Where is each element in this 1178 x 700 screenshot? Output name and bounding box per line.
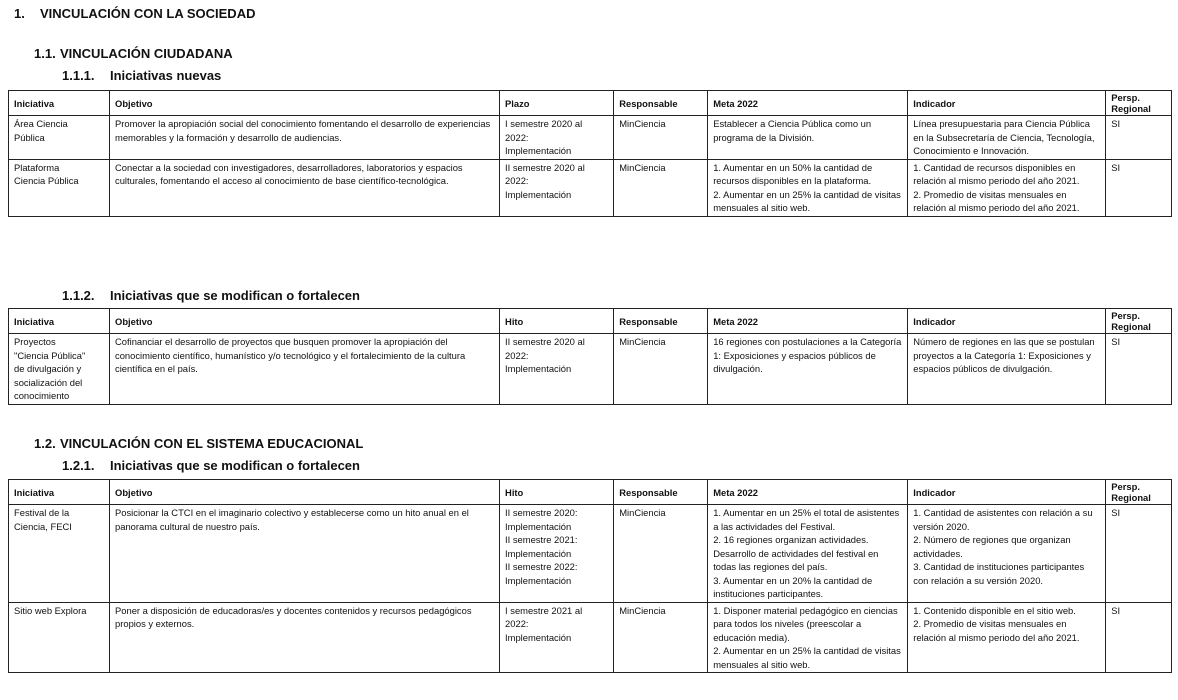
table-header-row — [9, 91, 1172, 116]
cell-plazo: II semestre 2020: Implementación II semestre 2021: Implementación II semestre 2022: Implementación — [500, 505, 614, 603]
table-header-row — [9, 309, 1172, 334]
section-heading — [14, 6, 255, 21]
header-objetivo: Objetivo — [110, 309, 500, 334]
cell-persp-regional: SI — [1106, 505, 1172, 603]
initiatives-table-new — [8, 90, 1172, 217]
cell-indicador: 1. Contenido disponible en el sitio web. 2. Promedio de visitas mensuales en relación al mismo periodo del año 2021. — [908, 602, 1106, 673]
cell-objetivo: Posicionar la CTCI en el imaginario colectivo y establecerse como un hito anual en el panorama cultural de nuestro país. — [110, 505, 500, 603]
header-meta: Meta 2022 — [708, 91, 908, 116]
header-plazo: Hito — [500, 309, 614, 334]
subsubsection-number: 1.1.1. — [62, 68, 95, 83]
cell-plazo: II semestre 2020 al 2022: Implementación — [500, 334, 614, 405]
header-persp-regional: Persp. Regional — [1106, 309, 1172, 334]
header-responsable: Responsable — [614, 309, 708, 334]
header-iniciativa: Iniciativa — [9, 309, 110, 334]
header-objetivo: Objetivo — [110, 91, 500, 116]
subsection-title: VINCULACIÓN CIUDADANA — [60, 46, 233, 61]
table-row — [9, 116, 1172, 160]
cell-persp-regional: SI — [1106, 334, 1172, 405]
header-plazo: Plazo — [500, 91, 614, 116]
cell-persp-regional: SI — [1106, 602, 1172, 673]
header-indicador: Indicador — [908, 480, 1106, 505]
table-row — [9, 334, 1172, 405]
cell-objetivo: Conectar a la sociedad con investigadores, desarrolladores, laboratorios y espacios culturales, fomentando el acceso al conocimiento de base científico-tecnológica. — [110, 159, 500, 216]
cell-iniciativa: Sitio web Explora — [9, 602, 110, 673]
section-number: 1. — [14, 6, 25, 21]
subsection-heading-educacional — [34, 436, 363, 451]
subsubsection-title: Iniciativas que se modifican o fortalecen — [110, 458, 360, 473]
header-plazo: Hito — [500, 480, 614, 505]
section-title: VINCULACIÓN CON LA SOCIEDAD — [40, 6, 256, 21]
initiatives-table-modified-ciudadana — [8, 308, 1172, 405]
cell-responsable: MinCiencia — [614, 116, 708, 160]
header-meta: Meta 2022 — [708, 480, 908, 505]
subsection-number: 1.1. — [34, 46, 56, 61]
cell-meta: Establecer a Ciencia Pública como un programa de la División. — [708, 116, 908, 160]
table-row — [9, 602, 1172, 673]
header-persp-regional: Persp. Regional — [1106, 480, 1172, 505]
initiatives-table-modified-educacional — [8, 479, 1172, 673]
cell-plazo: I semestre 2020 al 2022: Implementación — [500, 116, 614, 160]
cell-objetivo: Promover la apropiación social del conocimiento fomentando el desarrollo de experiencias memorables y la formación y desarrollo de audiencias. — [110, 116, 500, 160]
cell-iniciativa: Plataforma Ciencia Pública — [9, 159, 110, 216]
cell-iniciativa: Proyectos "Ciencia Pública" de divulgación y socialización del conocimiento — [9, 334, 110, 405]
header-indicador: Indicador — [908, 309, 1106, 334]
cell-persp-regional: SI — [1106, 159, 1172, 216]
subsubsection-heading-fortalecen-2 — [62, 458, 360, 473]
subsection-number: 1.2. — [34, 436, 56, 451]
cell-objetivo: Cofinanciar el desarrollo de proyectos que busquen promover la apropiación del conocimiento científico, humanístico y/o tecnológico y el fortalecimiento de la cultura científica en el país. — [110, 334, 500, 405]
subsection-title: VINCULACIÓN CON EL SISTEMA EDUCACIONAL — [60, 436, 364, 451]
subsubsection-heading-fortalecen-1 — [62, 288, 360, 303]
header-iniciativa: Iniciativa — [9, 91, 110, 116]
cell-meta: 1. Aumentar en un 50% la cantidad de recursos disponibles en la plataforma. 2. Aumentar en un 25% la cantidad de visitas mensuales al sitio web. — [708, 159, 908, 216]
subsubsection-title: Iniciativas nuevas — [110, 68, 222, 83]
header-persp-regional: Persp. Regional — [1106, 91, 1172, 116]
subsubsection-number: 1.1.2. — [62, 288, 95, 303]
subsubsection-heading-nuevas — [62, 68, 221, 83]
cell-indicador: Número de regiones en las que se postulan proyectos a la Categoría 1: Exposiciones y espacios públicos de divulgación. — [908, 334, 1106, 405]
header-objetivo: Objetivo — [110, 480, 500, 505]
cell-plazo: II semestre 2020 al 2022: Implementación — [500, 159, 614, 216]
cell-indicador: 1. Cantidad de asistentes con relación a su versión 2020. 2. Número de regiones que organizan actividades. 3. Cantidad de instituciones participantes con relación a su versión 2020. — [908, 505, 1106, 603]
cell-indicador: Línea presupuestaria para Ciencia Pública en la Subsecretaría de Ciencia, Tecnología, Conocimiento e Innovación. — [908, 116, 1106, 160]
cell-objetivo: Poner a disposición de educadoras/es y docentes contenidos y recursos pedagógicos propios y externos. — [110, 602, 500, 673]
cell-persp-regional: SI — [1106, 116, 1172, 160]
cell-iniciativa: Festival de la Ciencia, FECI — [9, 505, 110, 603]
cell-responsable: MinCiencia — [614, 602, 708, 673]
cell-meta: 1. Aumentar en un 25% el total de asistentes a las actividades del Festival. 2. 16 regiones organizan actividades. Desarrollo de actividades del festival en todas las regiones del país. 3. Aumentar en un 20% la cantidad de instituciones participantes. — [708, 505, 908, 603]
cell-responsable: MinCiencia — [614, 159, 708, 216]
header-responsable: Responsable — [614, 91, 708, 116]
cell-iniciativa: Área Ciencia Pública — [9, 116, 110, 160]
table-header-row — [9, 480, 1172, 505]
header-responsable: Responsable — [614, 480, 708, 505]
cell-responsable: MinCiencia — [614, 505, 708, 603]
cell-responsable: MinCiencia — [614, 334, 708, 405]
header-indicador: Indicador — [908, 91, 1106, 116]
header-iniciativa: Iniciativa — [9, 480, 110, 505]
cell-indicador: 1. Cantidad de recursos disponibles en relación al mismo periodo del año 2021. 2. Promedio de visitas mensuales en relación al mismo periodo del año 2021. — [908, 159, 1106, 216]
table-row — [9, 159, 1172, 216]
subsubsection-number: 1.2.1. — [62, 458, 95, 473]
cell-meta: 16 regiones con postulaciones a la Categoría 1: Exposiciones y espacios públicos de divulgación. — [708, 334, 908, 405]
cell-meta: 1. Disponer material pedagógico en ciencias para todos los niveles (preescolar a educación media). 2. Aumentar en un 25% la cantidad de visitas mensuales al sitio web. — [708, 602, 908, 673]
header-meta: Meta 2022 — [708, 309, 908, 334]
table-row — [9, 505, 1172, 603]
cell-plazo: I semestre 2021 al 2022: Implementación — [500, 602, 614, 673]
subsection-heading-ciudadana — [34, 46, 233, 61]
subsubsection-title: Iniciativas que se modifican o fortalecen — [110, 288, 360, 303]
